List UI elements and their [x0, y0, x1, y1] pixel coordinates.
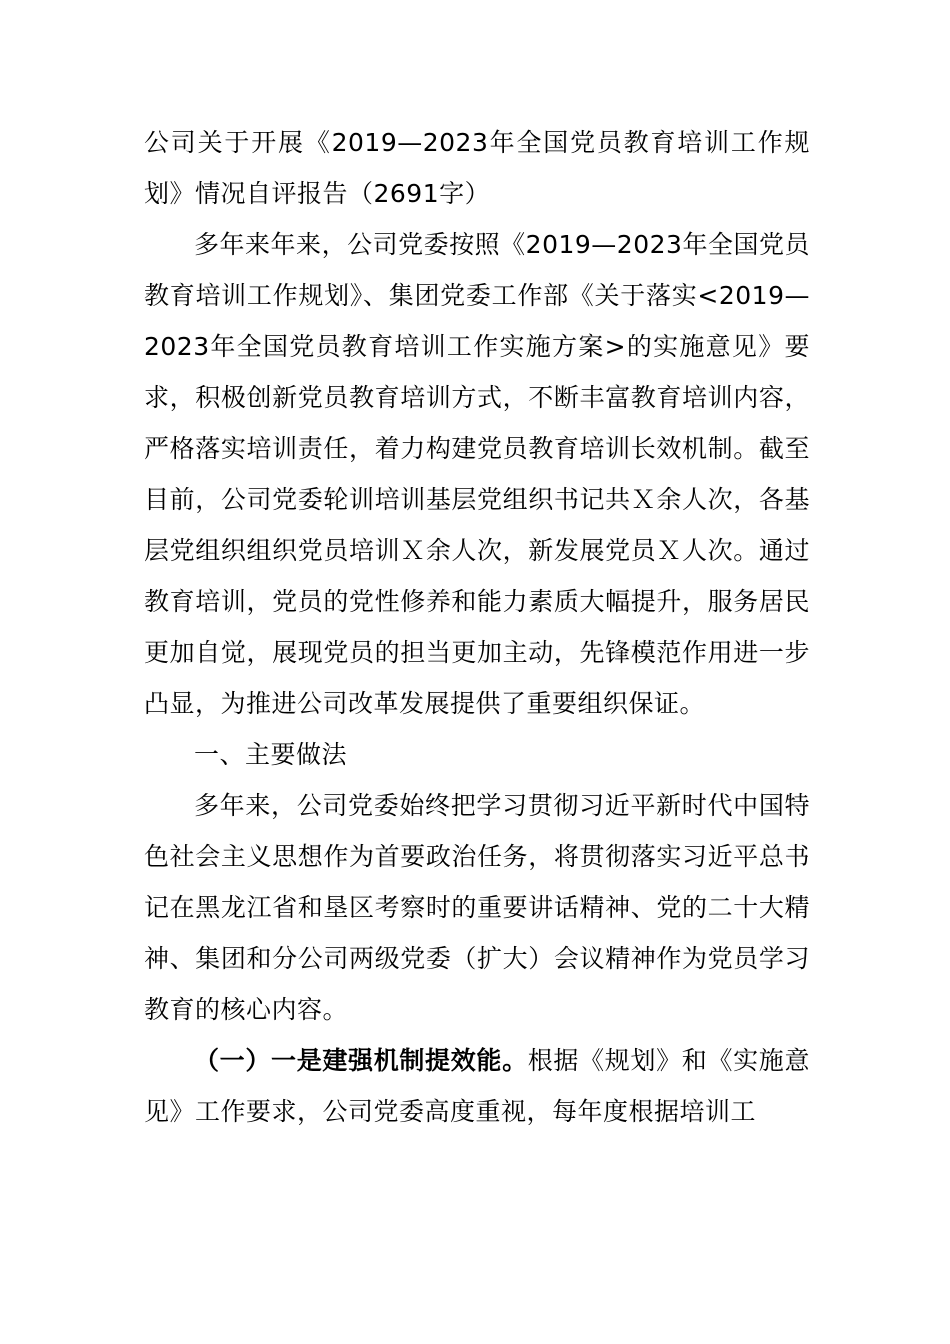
main-practices-paragraph: 多年来，公司党委始终把学习贯彻习近平新时代中国特色社会主义思想作为首要政治任务，将贯彻落实习近平总书记在黑龙江省和垦区考察时的重要讲话精神、党的二十大精神、集团和分公司两级党委（扩大）会议精神作为党员学习教育的核心内容。: [144, 791, 810, 1024]
subsection-1-paragraph: [144, 1035, 810, 1137]
document-title: 公司关于开展《2019—2023年全国党员教育培训工作规划》情况自评报告（2691字）: [144, 128, 810, 208]
subsection-1-heading: （一）一是建强机制提效能。: [194, 1046, 528, 1075]
intro-paragraph: 多年来年来，公司党委按照《2019—2023年全国党员教育培训工作规划》、集团党委工作部《关于落实<2019—2023年全国党员教育培训工作实施方案>的实施意见》要求，积极创新党员教育培训方式，不断丰富教育培训内容，严格落实培训责任，着力构建党员教育培训长效机制。截至目前，公司党委轮训培训基层党组织书记共Ｘ余人次，各基层党组织组织党员培训Ｘ余人次，新发展党员Ｘ人次。通过教育培训，党员的党性修养和能力素质大幅提升，服务居民更加自觉，展现党员的担当更加主动，先锋模范作用进一步凸显，为推进公司改革发展提供了重要组织保证。: [144, 230, 810, 718]
subsection-1-text: 根据《规划》和《实施意见》工作要求，公司党委高度重视，每年度根据培训工: [144, 1046, 810, 1126]
section-heading-main-practices: 一、主要做法: [194, 740, 348, 769]
document-body: [144, 117, 810, 1137]
